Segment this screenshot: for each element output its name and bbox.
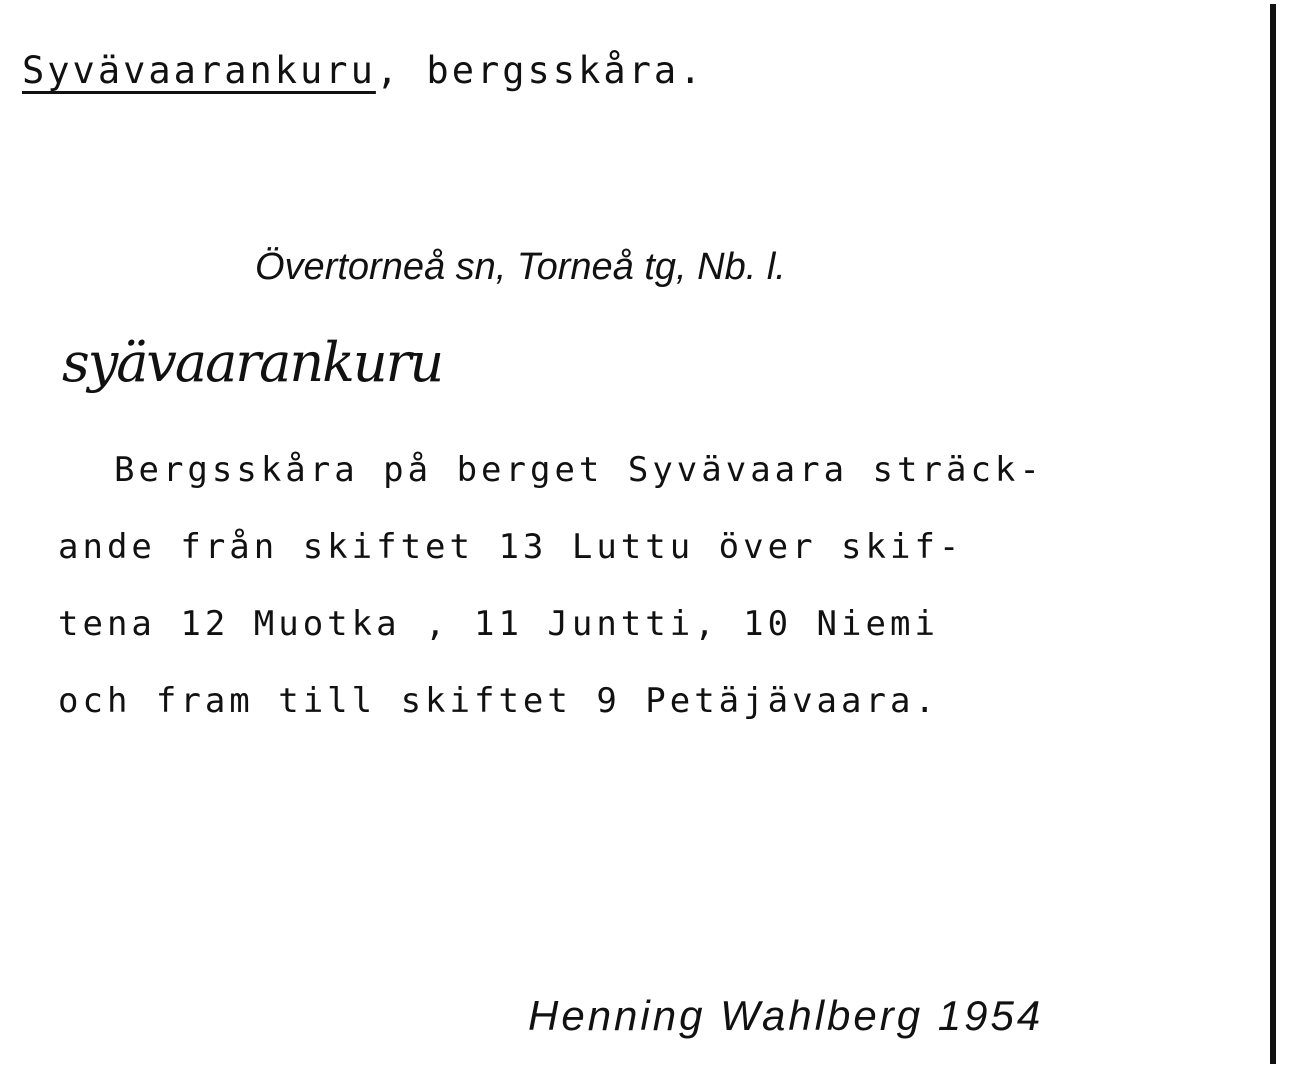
headword-line — [22, 49, 705, 92]
parish-location: Övertorneå sn, Torneå tg, Nb. l. — [255, 246, 786, 288]
headword-definition: , bergsskåra. — [375, 49, 705, 92]
card-edge-line — [1270, 4, 1276, 1064]
description-line: tena 12 Muotka , 11 Juntti, 10 Niemi — [58, 604, 939, 644]
handwritten-form: syävaarankuru — [62, 331, 443, 394]
description-block — [58, 432, 1044, 740]
description-line: Bergsskåra på berget Syvävaara sträck- — [114, 450, 1044, 490]
headword: Syvävaarankuru — [22, 49, 376, 92]
description-line: ande från skiftet 13 Luttu över skif- — [58, 527, 964, 567]
description-line: och fram till skiftet 9 Petäjävaara. — [58, 681, 939, 721]
author-signature: Henning Wahlberg 1954 — [528, 992, 1044, 1039]
